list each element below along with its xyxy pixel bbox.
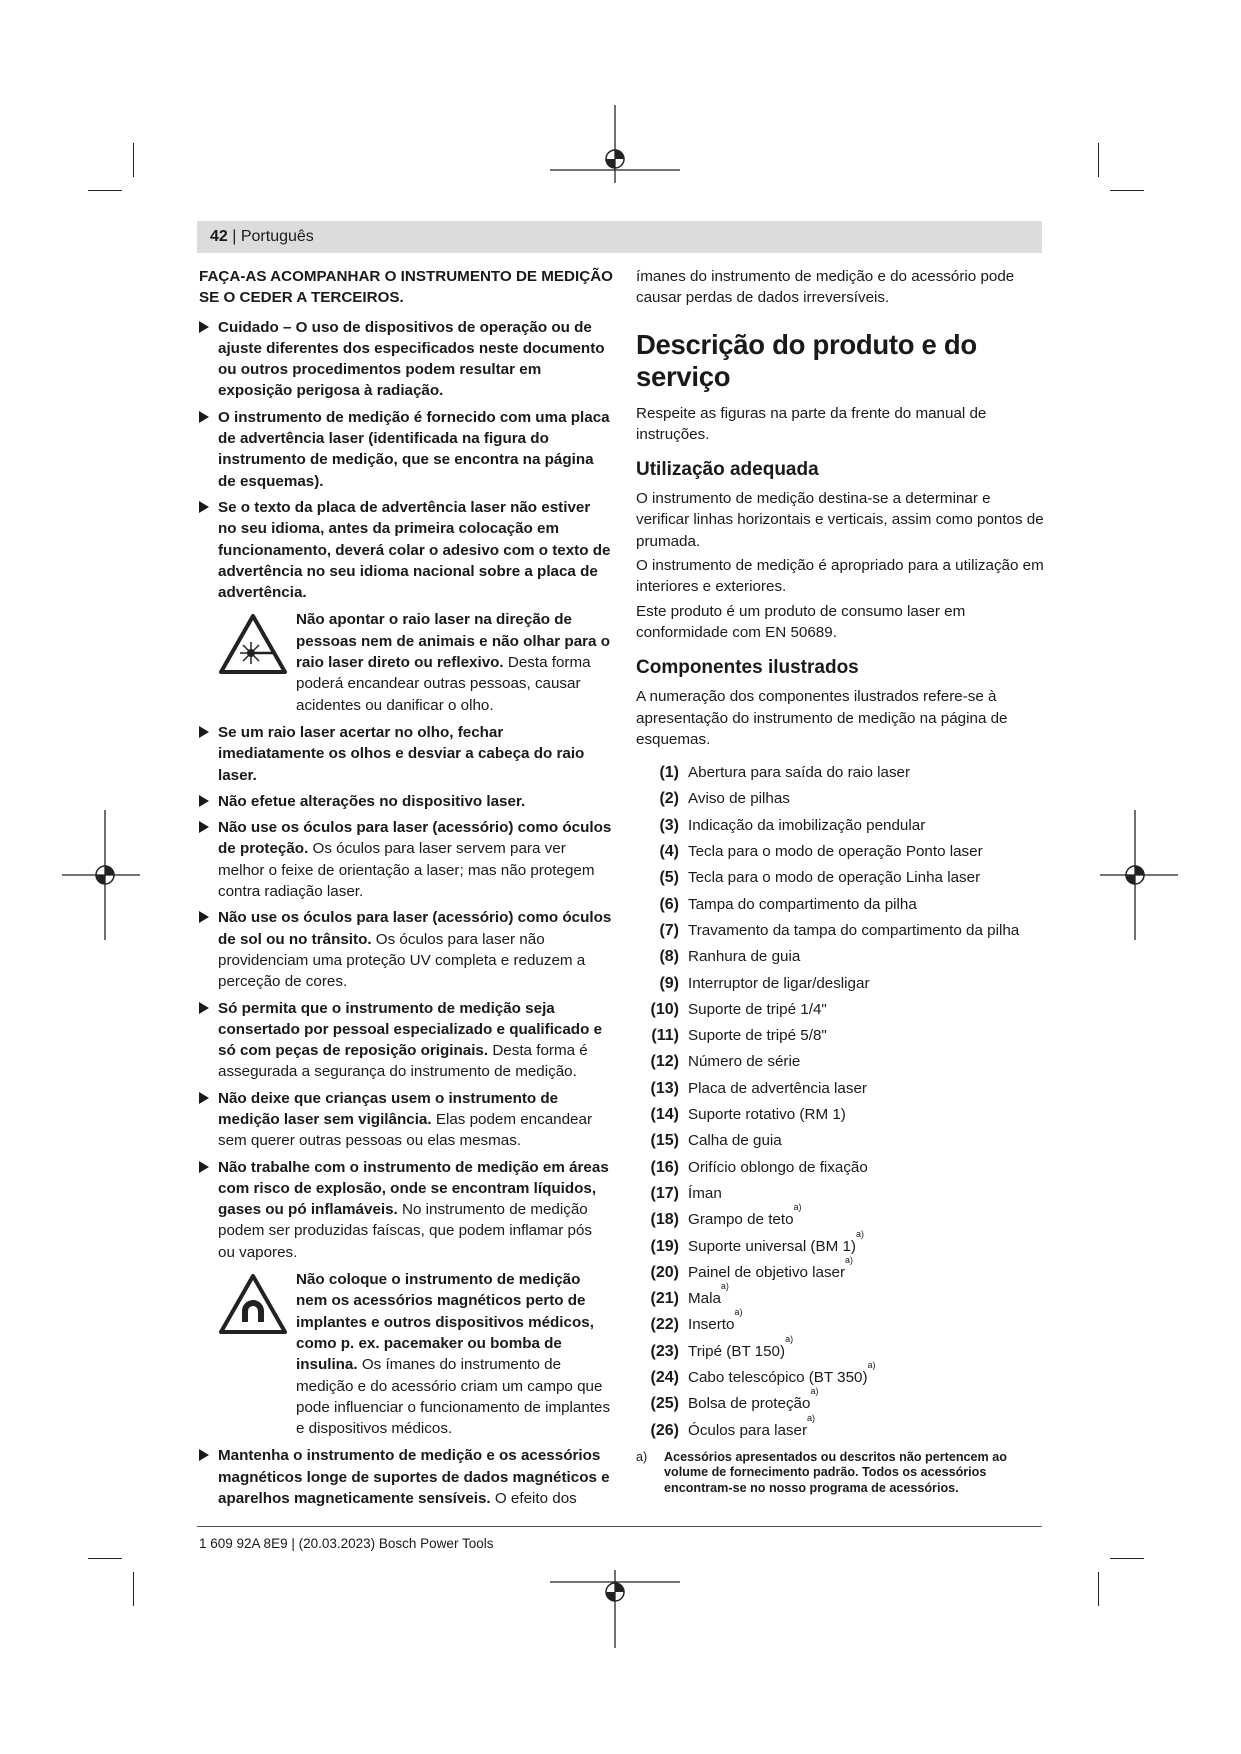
- bullet-text: Não efetue alterações no dispositivo laser.: [218, 792, 526, 810]
- heading-intended-use: Utilização adequada: [636, 459, 819, 481]
- component-number: (5): [659, 869, 679, 887]
- component-label: Painel de objetivo laser: [688, 1263, 846, 1281]
- bullet-text: Desta forma é assegurada a segurança do instrumento de medição.: [218, 1042, 588, 1081]
- bullet-arrow-icon: [199, 1161, 209, 1173]
- bullet-text: Os óculos para laser servem para ver melhor o feixe de orientação a laser; mas não protegem contra radiação laser.: [218, 840, 595, 901]
- safety-bullet: [199, 497, 613, 603]
- registration-mark-icon: [60, 810, 140, 940]
- component-label: Suporte rotativo (RM 1): [688, 1106, 846, 1124]
- component-item: [636, 997, 1046, 1023]
- component-item: [636, 786, 1046, 812]
- component-number: (15): [650, 1132, 679, 1150]
- component-label: Bolsa de proteção: [688, 1395, 811, 1413]
- component-footnote-ref: a): [867, 1359, 876, 1370]
- heading-components: Componentes ilustrados: [636, 657, 859, 679]
- use-paragraph: Este produto é um produto de consumo laser em conformidade com EN 50689.: [636, 602, 966, 641]
- component-item: [636, 1102, 1046, 1128]
- component-item: [636, 839, 1046, 865]
- component-label: Indicação da imobilização pendular: [688, 816, 926, 834]
- safety-bullet: [199, 407, 613, 492]
- component-item: [636, 944, 1046, 970]
- component-footnote-ref: a): [845, 1254, 854, 1265]
- footer-rule: [197, 1526, 1042, 1527]
- bullet-text: O instrumento de medição é fornecido com uma placa de advertência laser (identificada na figura do instrumento de medição, que se encontra na página de esquemas).: [218, 408, 610, 490]
- header-language: | Português: [232, 228, 314, 245]
- component-number: (20): [650, 1263, 679, 1281]
- component-item: [636, 1049, 1046, 1075]
- component-number: (26): [650, 1421, 679, 1439]
- footnote-text: Acessórios apresentados ou descritos não pertencem ao volume de fornecimento padrão. Todos os acessórios encontram-se no nosso programa de acessórios.: [664, 1449, 1007, 1495]
- component-label: Orifício oblongo de fixação: [688, 1158, 868, 1176]
- component-number: (16): [650, 1158, 679, 1176]
- laser-warning-icon: [218, 613, 288, 675]
- page-footer: 1 609 92A 8E9 | (20.03.2023) Bosch Power Tools: [199, 1536, 494, 1551]
- page-header-bar: [197, 221, 1042, 253]
- safety-bullet: [199, 817, 613, 902]
- component-number: (1): [659, 764, 679, 782]
- bullet-bold-text: Não use os óculos para laser (acessório) como óculos de proteção.: [218, 819, 612, 858]
- magnet-warning-icon: [218, 1273, 288, 1335]
- component-item: [636, 1281, 1046, 1312]
- component-item: [636, 1202, 1046, 1233]
- component-item: [636, 1181, 1046, 1207]
- component-item: [636, 1359, 1046, 1391]
- component-number: (2): [659, 790, 679, 808]
- component-number: (4): [659, 843, 679, 861]
- component-label: Cabo telescópico (BT 350): [688, 1368, 868, 1386]
- safety-bullet: [199, 317, 613, 402]
- component-item: [636, 892, 1046, 918]
- footnote-label: a): [636, 1449, 648, 1464]
- component-number: (19): [650, 1237, 679, 1255]
- safety-bullet: [199, 1445, 613, 1509]
- bullet-arrow-icon: [199, 795, 209, 807]
- component-number: (6): [659, 895, 679, 913]
- components-list: [636, 760, 1046, 1444]
- component-item: [636, 1128, 1046, 1154]
- warning-bold-text: Não apontar o raio laser na direção de pessoas nem de animais e não olhar para o raio laser direto ou reflexivo.: [296, 611, 610, 672]
- warning-bold-text: Não coloque o instrumento de medição nem os acessórios magnéticos perto de implantes e outros dispositivos médicos, como p. ex. pacemaker ou bomba de insulina.: [296, 1271, 594, 1374]
- component-number: (14): [650, 1106, 679, 1124]
- bullet-arrow-icon: [199, 821, 209, 833]
- component-item: [636, 1228, 1046, 1260]
- page-header: [210, 228, 314, 246]
- bullet-text: O efeito dos: [490, 1490, 577, 1508]
- continued-paragraph: ímanes do instrumento de medição e do acessório pode causar perdas de dados irreversíveis.: [636, 268, 1015, 307]
- registration-mark-icon: [550, 1570, 680, 1650]
- bullet-bold-text: Só permita que o instrumento de medição seja consertado por pessoal especializado e qualificado e só com peças de reposição originais.: [218, 999, 603, 1060]
- component-item: [636, 971, 1046, 997]
- bullet-bold-text: Mantenha o instrumento de medição e os acessórios magnéticos longe de suportes de dados magnéticos e aparelhos magneticamente sensíveis.: [218, 1447, 610, 1508]
- laser-warning-block: [218, 609, 613, 715]
- component-label: Placa de advertência laser: [688, 1079, 867, 1097]
- component-label: Interruptor de ligar/desligar: [688, 974, 870, 992]
- component-label: Íman: [688, 1184, 722, 1202]
- component-footnote-ref: a): [855, 1228, 864, 1239]
- safety-bullet: [199, 907, 613, 992]
- component-item: [636, 1412, 1046, 1444]
- section-title: Descrição do produto e do serviço: [636, 328, 977, 392]
- bullet-arrow-icon: [199, 726, 209, 738]
- component-item: [636, 1076, 1046, 1102]
- component-label: Mala: [688, 1290, 721, 1308]
- component-number: (7): [659, 921, 679, 939]
- component-number: (3): [659, 816, 679, 834]
- bullet-bold-text: Não trabalhe com o instrumento de medição em áreas com risco de explosão, onde se encontram líquidos, gases ou pó inflamáveis.: [218, 1158, 609, 1219]
- component-label: Óculos para laser: [688, 1421, 808, 1439]
- component-item: [636, 1155, 1046, 1181]
- bullet-text: Se um raio laser acertar no olho, fechar imediatamente os olhos e desviar a cabeça do raio laser.: [218, 723, 585, 784]
- bullet-arrow-icon: [199, 1449, 209, 1461]
- registration-mark-icon: [1100, 810, 1180, 940]
- component-number: (13): [650, 1079, 679, 1097]
- component-number: (25): [650, 1395, 679, 1413]
- component-number: (23): [650, 1342, 679, 1360]
- component-item: [636, 1307, 1046, 1338]
- component-label: Ranhura de guia: [688, 948, 801, 966]
- component-label: Tecla para o modo de operação Ponto laser: [688, 843, 983, 861]
- component-label: Travamento da tampa do compartimento da pilha: [688, 921, 1020, 939]
- components-intro: A numeração dos componentes ilustrados refere-se à apresentação do instrumento de medição na página de esquemas.: [636, 688, 1008, 748]
- bullet-bold-text: Não deixe que crianças usem o instrumento de medição laser sem vigilância.: [218, 1089, 559, 1128]
- component-label: Aviso de pilhas: [688, 790, 790, 808]
- component-number: (21): [650, 1290, 679, 1308]
- component-footnote-ref: a): [793, 1202, 802, 1213]
- component-label: Inserto: [688, 1316, 735, 1334]
- component-number: (24): [650, 1368, 679, 1386]
- component-footnote-ref: a): [785, 1333, 794, 1344]
- page-number: 42: [210, 228, 228, 245]
- bullet-arrow-icon: [199, 1092, 209, 1104]
- component-number: (8): [659, 948, 679, 966]
- component-footnote-ref: a): [734, 1307, 743, 1318]
- component-item: [636, 813, 1046, 839]
- safety-bullet: [199, 722, 613, 786]
- bullet-text: No instrumento de medição podem ser produzidas faíscas, que podem inflamar pós ou vapores.: [218, 1201, 592, 1261]
- component-label: Abertura para saída do raio laser: [688, 764, 911, 782]
- component-footnote-ref: a): [720, 1281, 729, 1292]
- use-paragraph: O instrumento de medição destina-se a determinar e verificar linhas horizontais e verticais, assim como pontos de prumada.: [636, 490, 1044, 550]
- component-item: [636, 1023, 1046, 1049]
- intro-paragraph: Respeite as figuras na parte da frente do manual de instruções.: [636, 404, 987, 443]
- component-item: [636, 760, 1046, 786]
- magnet-warning-block: [218, 1269, 613, 1439]
- component-footnote-ref: a): [807, 1412, 816, 1423]
- component-label: Número de série: [688, 1053, 801, 1071]
- component-label: Suporte de tripé 5/8": [688, 1027, 827, 1045]
- use-paragraph: O instrumento de medição é apropriado para a utilização em interiores e exteriores.: [636, 557, 1044, 596]
- component-number: (11): [651, 1027, 679, 1045]
- component-item: [636, 918, 1046, 944]
- bullet-text: Os óculos para laser não providenciam uma proteção UV completa e reduzem a perceção de cores.: [218, 930, 586, 991]
- bullet-text: Elas podem encandear sem querer outras pessoas ou elas mesmas.: [218, 1110, 593, 1150]
- footnote: [636, 1450, 1046, 1497]
- component-label: Calha de guia: [688, 1132, 782, 1150]
- component-number: (18): [650, 1211, 679, 1229]
- component-label: Grampo de teto: [688, 1211, 794, 1229]
- safety-bullet: [199, 1157, 613, 1263]
- bullet-arrow-icon: [199, 501, 209, 513]
- component-label: Suporte de tripé 1/4": [688, 1000, 827, 1018]
- component-item: [636, 1386, 1046, 1417]
- component-label: Tampa do compartimento da pilha: [688, 895, 917, 913]
- bullet-arrow-icon: [199, 321, 209, 333]
- component-label: Suporte universal (BM 1): [688, 1237, 856, 1255]
- safety-bullet: [199, 998, 613, 1083]
- component-item: [636, 865, 1046, 891]
- warning-text: Desta forma poderá encandear outras pessoas, causar acidentes ou danificar o olho.: [296, 654, 591, 714]
- bullet-text: Se o texto da placa de advertência laser não estiver no seu idioma, antes da primeira colocação em funcionamento, deverá colar o adesivo com o texto de advertência no seu idioma nacional sobre a placa de advertência.: [218, 498, 611, 602]
- safety-bullet: [199, 791, 613, 812]
- bullet-bold-text: Não use os óculos para laser (acessório) como óculos de sol ou no trânsito.: [218, 909, 612, 948]
- warning-text: Os ímanes do instrumento de medição e do acessório criam um campo que pode influenciar o funcionamento de implantes e dispositivos médicos.: [296, 1356, 611, 1438]
- caps-heading: FAÇA-AS ACOMPANHAR O INSTRUMENTO DE MEDIÇÃO SE O CEDER A TERCEIROS.: [199, 268, 613, 307]
- component-footnote-ref: a): [810, 1386, 819, 1397]
- registration-mark-icon: [550, 105, 680, 185]
- component-number: (9): [659, 974, 679, 992]
- component-item: [636, 1254, 1046, 1286]
- bullet-arrow-icon: [199, 911, 209, 923]
- bullet-text: Cuidado – O uso de dispositivos de operação ou de ajuste diferentes dos especificados neste documento ou outros procedimentos podem resultar em exposição perigosa à radiação.: [218, 318, 605, 400]
- component-item: [636, 1333, 1046, 1365]
- component-number: (12): [650, 1053, 679, 1071]
- component-number: (22): [650, 1316, 679, 1334]
- component-number: (10): [650, 1000, 679, 1018]
- component-label: Tripé (BT 150): [688, 1342, 786, 1360]
- right-column: [636, 266, 1046, 1496]
- bullet-arrow-icon: [199, 411, 209, 423]
- component-number: (17): [650, 1184, 679, 1202]
- safety-bullet: [199, 1088, 613, 1152]
- component-label: Tecla para o modo de operação Linha laser: [688, 869, 981, 887]
- bullet-arrow-icon: [199, 1002, 209, 1014]
- left-column: [199, 266, 613, 1514]
